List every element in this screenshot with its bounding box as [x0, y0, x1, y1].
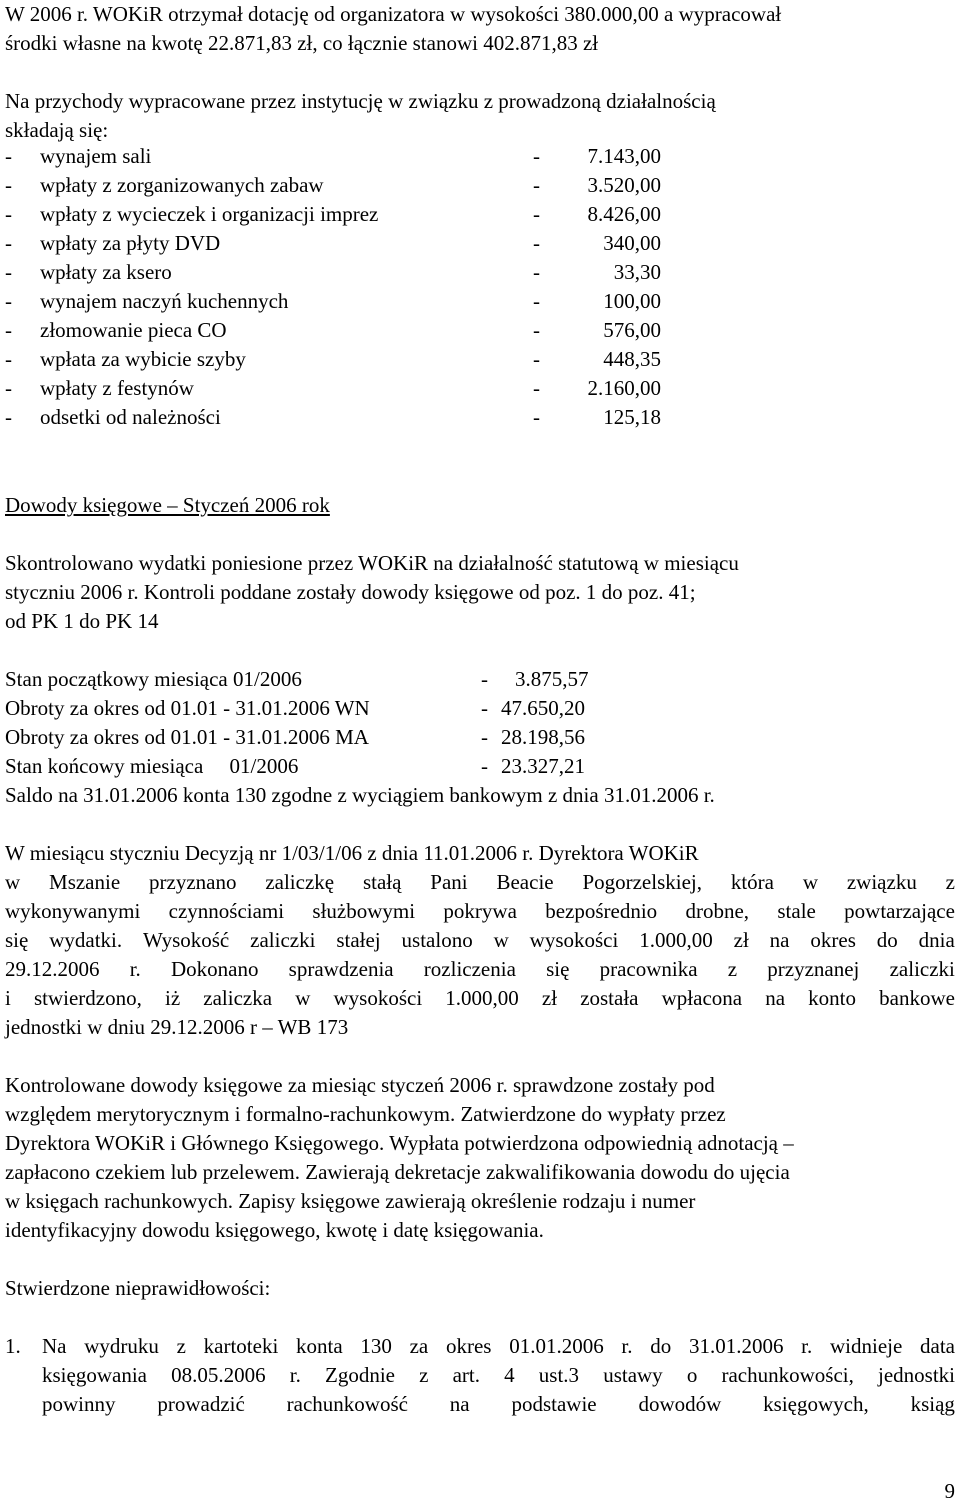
revenue-item-label: wynajem naczyń kuchennych	[40, 289, 289, 313]
word: stale	[777, 899, 816, 923]
word: Wysokość	[143, 928, 230, 952]
word: widnieje	[829, 1334, 903, 1358]
word: powtarzające	[844, 899, 955, 923]
word: pokrywa	[443, 899, 517, 923]
word: 31.01.2006	[688, 1334, 784, 1358]
word: Pani	[430, 870, 468, 894]
revenue-item-label: wpłaty z wycieczek i organizacji imprez	[40, 202, 379, 226]
verified-para-line-1: Kontrolowane dowody księgowe za miesiąc styczeń 2006 r. sprawdzone zostały pod	[5, 1073, 715, 1097]
verified-para-line-6: identyfikacyjny dowodu księgowego, kwotę i datę księgowania.	[5, 1218, 544, 1242]
word: podstawie	[511, 1392, 597, 1416]
word: 4	[504, 1363, 515, 1387]
word: z	[419, 1363, 429, 1387]
word: została	[580, 986, 639, 1010]
revenue-item-value: 7.143,00	[587, 144, 661, 168]
control-para-line-3: od PK 1 do PK 14	[5, 609, 159, 633]
balance-row: Stan końcowy miesiąca 01/2006 - 23.327,21	[5, 752, 705, 781]
revenue-intro-line-2: składają się:	[5, 118, 109, 142]
verified-para-line-5: w księgach rachunkowych. Zapisy księgowe zawierają określenie rodzaju i numer	[5, 1189, 696, 1213]
revenue-item-value: 448,35	[603, 347, 661, 371]
revenue-item: - wpłaty z zorganizowanych zabaw - 3.520,00	[5, 171, 955, 200]
verified-para-line-3: Dyrektora WOKiR i Głównego Księgowego. Wypłata potwierdzona odpowiednią adnotacją –	[5, 1131, 794, 1155]
word: 1.000,00	[445, 986, 519, 1010]
balance-value: 28.198,56	[501, 725, 585, 749]
irregularities-heading: Stwierdzone nieprawidłowości:	[5, 1276, 271, 1300]
decision-para-line-3	[5, 897, 955, 926]
decision-para-line-4	[5, 926, 955, 955]
word: i	[5, 986, 11, 1010]
revenue-item: - złomowanie pieca CO - 576,00	[5, 316, 955, 345]
revenue-item-label: wpłaty z zorganizowanych zabaw	[40, 173, 324, 197]
word: ust.3	[538, 1363, 580, 1387]
word: Na	[42, 1334, 67, 1358]
word: sprawdzenia	[288, 957, 394, 981]
decision-para-line-6	[5, 984, 955, 1013]
word: Dokonano	[170, 957, 259, 981]
word: pracownika	[599, 957, 698, 981]
word: ksiąg	[910, 1392, 955, 1416]
word: iż	[165, 986, 181, 1010]
word: się	[546, 957, 570, 981]
revenue-item-value: 33,30	[613, 260, 661, 284]
word: wysokości	[333, 986, 423, 1010]
word: art.	[452, 1363, 480, 1387]
word: w	[802, 870, 819, 894]
word: się	[5, 928, 29, 952]
word: okres	[810, 928, 856, 952]
word: r.	[289, 1363, 301, 1387]
word: 29.12.2006	[5, 957, 100, 981]
revenue-item: - wpłaty za płyty DVD - 340,00	[5, 229, 955, 258]
word: wysokości	[529, 928, 619, 952]
intro-line-1: W 2006 r. WOKiR otrzymał dotację od organizatora w wysokości 380.000,00 a wypracował	[5, 2, 782, 26]
verified-para-line-4: zapłacono czekiem lub przelewem. Zawierają dekretacje zakwalifikowania dowodu do ujęcia	[5, 1160, 790, 1184]
decision-para-line-5	[5, 955, 955, 984]
section-heading: Dowody księgowe – Styczeń 2006 rok	[5, 493, 330, 517]
word: zaliczkę	[265, 870, 335, 894]
list-item-number: 1.	[5, 1334, 21, 1358]
revenue-item-label: złomowanie pieca CO	[40, 318, 227, 342]
revenue-item-value: 576,00	[603, 318, 661, 342]
word: drobne,	[685, 899, 750, 923]
word: na	[769, 928, 790, 952]
word: do	[650, 1334, 672, 1358]
word: za	[409, 1334, 429, 1358]
word: przyznanej	[767, 957, 860, 981]
word: Beacie	[496, 870, 554, 894]
word: zaliczki	[250, 928, 316, 952]
word: zł	[733, 928, 749, 952]
balance-value: 3.875,57	[515, 667, 589, 691]
word: na	[765, 986, 786, 1010]
revenue-item: - wpłaty za ksero - 33,30	[5, 258, 955, 287]
balance-value: 23.327,21	[501, 754, 585, 778]
revenue-item-value: 340,00	[603, 231, 661, 255]
revenue-item: - odsetki od należności - 125,18	[5, 403, 955, 432]
control-para-line-1: Skontrolowano wydatki poniesione przez WOKiR na działalność statutową w miesiącu	[5, 551, 739, 575]
revenue-item: - wynajem sali - 7.143,00	[5, 142, 955, 171]
decision-para-line-2	[5, 868, 955, 897]
word: dnia	[918, 928, 955, 952]
list-item-line-2	[42, 1361, 955, 1390]
revenue-item-value: 8.426,00	[587, 202, 661, 226]
word: konta	[296, 1334, 343, 1358]
revenue-item: - wpłata za wybicie szyby - 448,35	[5, 345, 955, 374]
word: bankowe	[879, 986, 955, 1010]
word: 08.05.2006	[171, 1363, 266, 1387]
intro-line-2: środki własne na kwotę 22.871,83 zł, co łącznie stanowi 402.871,83 zł	[5, 31, 599, 55]
word: rozliczenia	[423, 957, 516, 981]
word: konto	[808, 986, 857, 1010]
revenue-item: - wynajem naczyń kuchennych - 100,00	[5, 287, 955, 316]
word: 130	[360, 1334, 392, 1358]
revenue-item-value: 3.520,00	[587, 173, 661, 197]
revenue-item: - wpłaty z wycieczek i organizacji imprez - 8.426,00	[5, 200, 955, 229]
word: z	[727, 957, 738, 981]
word: dowodów	[638, 1392, 722, 1416]
word: do	[876, 928, 898, 952]
revenue-item-label: wpłaty z festynów	[40, 376, 194, 400]
word: data	[920, 1334, 955, 1358]
word: rachunkowość	[286, 1392, 408, 1416]
word: zaliczki	[889, 957, 955, 981]
word: jednostki	[878, 1363, 955, 1387]
word: stałej	[336, 928, 381, 952]
balance-row: Obroty za okres od 01.01 - 31.01.2006 WN - 47.650,20	[5, 694, 705, 723]
revenue-item-label: wynajem sali	[40, 144, 152, 168]
word: okres	[445, 1334, 492, 1358]
revenue-item-value: 125,18	[603, 405, 661, 429]
balance-row: Stan początkowy miesiąca 01/2006 - 3.875,57	[5, 665, 705, 694]
balance-label: Stan początkowy miesiąca 01/2006	[5, 667, 302, 691]
word: wpłacona	[661, 986, 743, 1010]
word: 01.01.2006	[509, 1334, 604, 1358]
word: w	[295, 986, 311, 1010]
word: r.	[621, 1334, 633, 1358]
word: wydruku	[84, 1334, 159, 1358]
revenue-item: - wpłaty z festynów - 2.160,00	[5, 374, 955, 403]
balance-label: Obroty za okres od 01.01 - 31.01.2006 WN	[5, 696, 370, 720]
word: wykonywanymi	[5, 899, 141, 923]
word: przyznano	[149, 870, 237, 894]
word: służbowymi	[312, 899, 416, 923]
word: związku	[846, 870, 917, 894]
revenue-item-label: odsetki od należności	[40, 405, 221, 429]
word: w	[5, 870, 21, 894]
word: w	[493, 928, 509, 952]
balance-label: Stan końcowy miesiąca 01/2006	[5, 754, 299, 778]
word: prowadzić	[157, 1392, 245, 1416]
word: Zgodnie	[325, 1363, 395, 1387]
word: Mszanie	[49, 870, 121, 894]
word: o	[686, 1363, 698, 1387]
list-item-line-1	[42, 1332, 955, 1361]
decision-para-line-1: W miesiącu styczniu Decyzją nr 1/03/1/06 z dnia 11.01.2006 r. Dyrektora WOKiR	[5, 841, 699, 865]
word: stwierdzono,	[33, 986, 142, 1010]
control-para-line-2: styczniu 2006 r. Kontroli poddane zostały dowody księgowe od poz. 1 do poz. 41;	[5, 580, 696, 604]
word: r.	[129, 957, 141, 981]
page-number: 9	[944, 1479, 955, 1503]
saldo-line: Saldo na 31.01.2006 konta 130 zgodne z wyciągiem bankowym z dnia 31.01.2006 r.	[5, 783, 715, 807]
word: księgowych,	[763, 1392, 869, 1416]
revenue-intro-line-1: Na przychody wypracowane przez instytucję w związku z prowadzoną działalnością	[5, 89, 716, 113]
word: z	[945, 870, 955, 894]
revenue-item-value: 2.160,00	[587, 376, 661, 400]
revenue-item-label: wpłaty za ksero	[40, 260, 172, 284]
word: r.	[801, 1334, 813, 1358]
revenue-item-label: wpłaty za płyty DVD	[40, 231, 221, 255]
verified-para-line-2: względem merytorycznym i formalno-rachunkowym. Zatwierdzone do wypłaty przez	[5, 1102, 726, 1126]
word: bezpośrednio	[545, 899, 658, 923]
balance-label: Obroty za okres od 01.01 - 31.01.2006 MA	[5, 725, 369, 749]
word: zł	[541, 986, 558, 1010]
list-item-line-3	[42, 1390, 955, 1419]
word: stałą	[362, 870, 402, 894]
balance-row: Obroty za okres od 01.01 - 31.01.2006 MA - 28.198,56	[5, 723, 705, 752]
word: zaliczka	[203, 986, 273, 1010]
word: Pogorzelskiej,	[582, 870, 702, 894]
word: na	[449, 1392, 470, 1416]
word: z	[176, 1334, 186, 1358]
word: kartoteki	[203, 1334, 279, 1358]
revenue-item-label: wpłata za wybicie szyby	[40, 347, 246, 371]
word: rachunkowości,	[721, 1363, 854, 1387]
word: czynnościami	[168, 899, 285, 923]
decision-para-line-7: jednostki w dniu 29.12.2006 r – WB 173	[5, 1015, 349, 1039]
word: wydatki.	[49, 928, 123, 952]
revenue-item-value: 100,00	[603, 289, 661, 313]
word: 1.000,00	[639, 928, 713, 952]
word: ustalono	[401, 928, 473, 952]
balance-value: 47.650,20	[501, 696, 585, 720]
word: ustawy	[603, 1363, 663, 1387]
word: powinny	[42, 1392, 116, 1416]
word: księgowania	[42, 1363, 147, 1387]
word: która	[730, 870, 774, 894]
